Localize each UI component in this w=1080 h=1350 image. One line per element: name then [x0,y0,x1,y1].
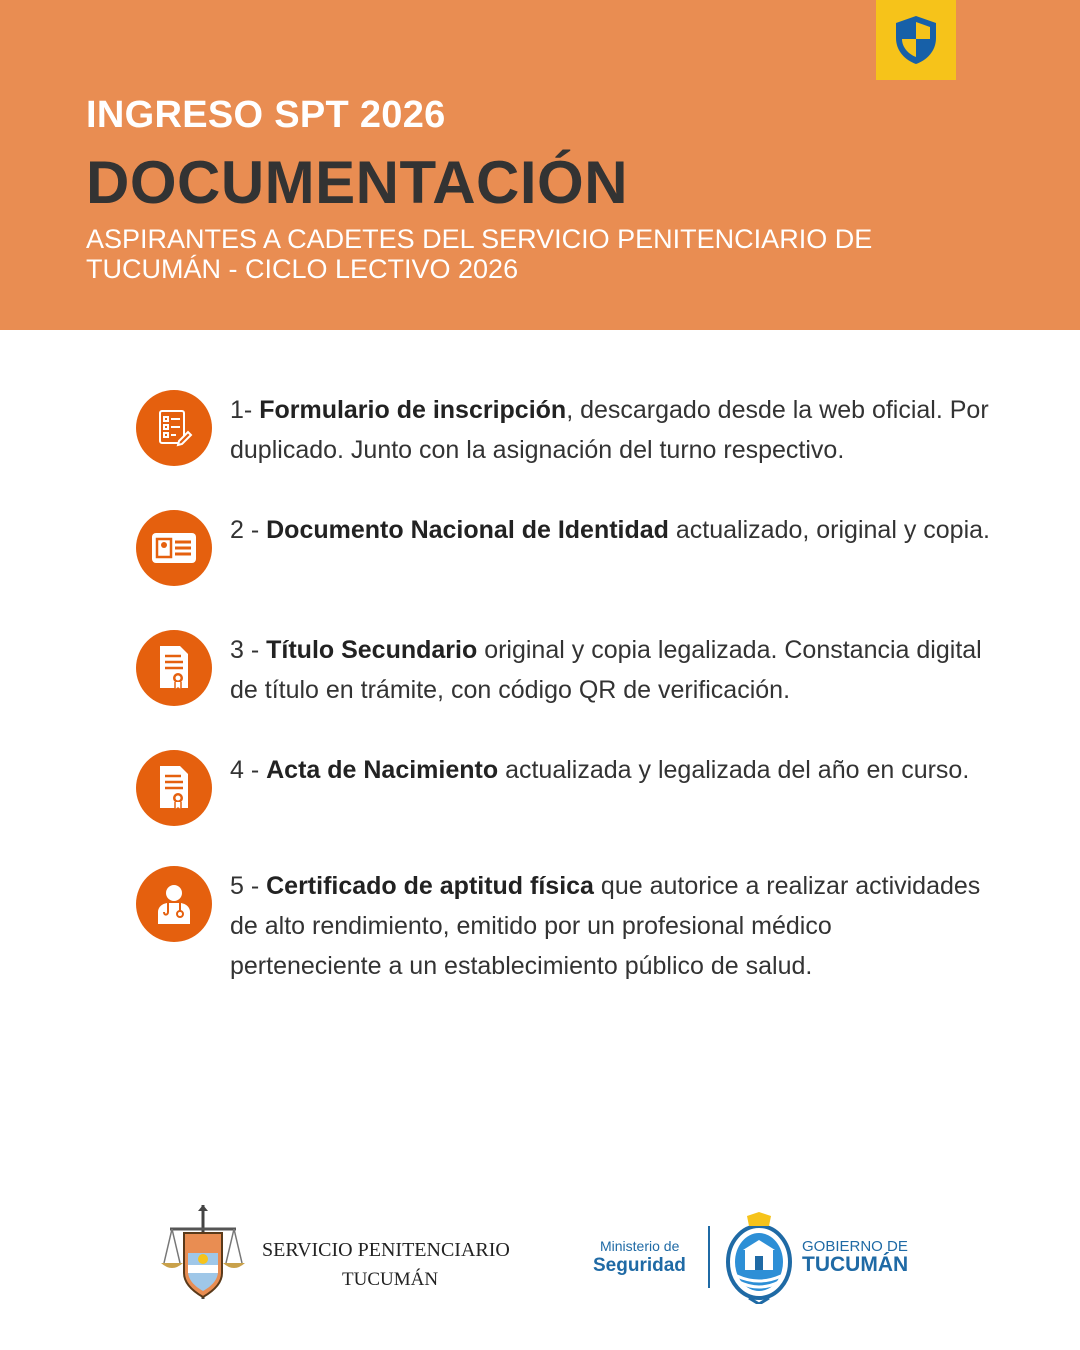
item-text: 3 - Título Secundario original y copia legalizada. Constancia digital de título en trámite, con código QR de verificación. [230,636,982,704]
item-text: 1- Formulario de inscripción, descargado desde la web oficial. Por duplicado. Junto con la asignación del turno respectivo. [230,396,989,464]
tucuman-emblem-icon [723,1212,795,1304]
form-checklist-icon [153,407,195,449]
item-icon-circle [136,630,212,706]
logo-divider [708,1226,710,1288]
item-text: 4 - Acta de Nacimiento actualizada y legalizada del año en curso. [230,756,970,784]
item-icon-circle [136,390,212,466]
item-icon-circle [136,866,212,942]
doctor-icon [154,882,194,926]
page-title: DOCUMENTACIÓN [86,149,629,216]
header-kicker: INGRESO SPT 2026 [86,94,446,136]
shield-badge [876,0,956,80]
certificate-icon [154,764,194,812]
shield-icon [893,14,939,66]
page-subtitle: ASPIRANTES A CADETES DEL SERVICIO PENITENCIARIO DE TUCUMÁN - CICLO LECTIVO 2026 [86,224,873,284]
spt-name: SERVICIO PENITENCIARIO [262,1239,510,1261]
ministry-label: Ministerio de [600,1238,680,1254]
id-card-icon [150,531,198,565]
spt-emblem-icon [158,1203,248,1303]
item-text: 5 - Certificado de aptitud física que autorice a realizar actividades de alto rendimiento, emitido por un profesional médico perteneciente a un establecimiento público de salud. [230,872,981,980]
spt-logo [158,1203,538,1303]
government-name: TUCUMÁN [802,1253,909,1276]
spt-city: TUCUMÁN [342,1269,439,1290]
ministry-name: Seguridad [593,1255,686,1276]
header-banner [0,0,1080,330]
government-label: GOBIERNO DE [802,1238,908,1255]
item-icon-circle [136,750,212,826]
certificate-icon [154,644,194,692]
item-icon-circle [136,510,212,586]
government-logos [590,1210,930,1306]
item-text: 2 - Documento Nacional de Identidad actualizado, original y copia. [230,516,990,544]
